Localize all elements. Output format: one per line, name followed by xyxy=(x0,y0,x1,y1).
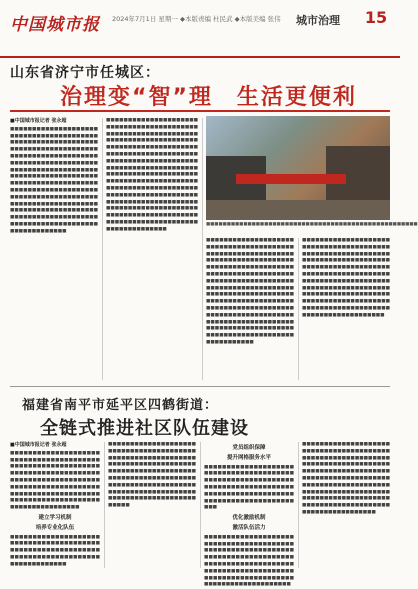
article2-text-6: ■■■■■■■■■■■■■■■■■■■■■■■■■■■■■■■■■■■■■■■■■■■■■■■■■■■■■■■■■■■■■■■■■■■■■■■■■■■■■■■■■■■■■■■■■■■■■■■■■■■■■■■■■■■■■■■■■■■■■■■■■■■■■■■■■■■■■■■■■■■■■■■■■■■■■■■■■■■■■■■■■■■■■■■■■■■■■■■■■■■■■■■■■■■■■■■■■■■■■■■■■■■■■■■■■■■■■■■■■ xyxy=(302,442,390,515)
article2-text-3: ■■■■■■■■■■■■■■■■■■■■■■■■■■■■■■■■■■■■■■■■■■■■■■■■■■■■■■■■■■■■■■■■■■■■■■■■■■■■■■■■■■■■■■■■■■■■■■■■■■■■■■■■■■■■■■■■■■■■■■■■■■■■■■■■■■■■■■■■■■■■■■■■■■■■■■■■■■■■■■■■■■■■■■■■■■■■■■■■■■■■■■■■■ xyxy=(108,442,196,509)
article2-subhead: 培养专业化队伍 xyxy=(35,524,75,531)
column-divider xyxy=(102,118,103,380)
article-separator xyxy=(10,386,390,387)
article1-text-3: ■■■■■■■■■■■■■■■■■■■■■■■■■■■■■■■■■■■■■■■■■■■■■■■■■■■■■■■■■■■■■■■■■■■■■■■■■■■■■■■■■■■■■■■■■■■■■■■■■■■■■■■■■■■■■■■■■■■■■■■■■■■■■■■■■■■■■■■■■■■■■■■■■■■■■■■■■■■■■■■■■■■■■■■■■■■■■■■■■■■■■■■■■■■■■■■■■■■■■■■■■■■■■■■■■■■■■■■■■■■■■■■■■■■■■■■■■■■■■■■■■■■■■■■■■■■■■■■■■■■■■■■■■■■■■■■■■■■■■■■■■■■■■■■■■■■■■■■■■■■■■■■■■■■■■■■ xyxy=(206,238,294,345)
article2-subhead: 建立学习机制 xyxy=(38,514,72,521)
article1-text-1: ■■■■■■■■■■■■■■■■■■■■■■■■■■■■■■■■■■■■■■■■■■■■■■■■■■■■■■■■■■■■■■■■■■■■■■■■■■■■■■■■■■■■■■■■■■■■■■■■■■■■■■■■■■■■■■■■■■■■■■■■■■■■■■■■■■■■■■■■■■■■■■■■■■■■■■■■■■■■■■■■■■■■■■■■■■■■■■■■■■■■■■■■■■■■■■■■■■■■■■■■■■■■■■■■■■■■■■■■■■■■■■■■■■■■■■■■■■■■■■■■■■■■■■■■■■■■■■■■■■■■■■■■■■■■■■■■■■■■■■■■■■■■■■■■■■■■■■■■■■■■■■■■■■■■■■■■■ xyxy=(10,126,98,234)
article1-column-1 xyxy=(10,118,98,380)
article2-column-4 xyxy=(302,442,390,568)
article1-column-2 xyxy=(106,118,198,380)
photo-crowd xyxy=(206,200,390,220)
article2-subhead: 党员组织保障 xyxy=(232,445,266,451)
column-divider xyxy=(202,118,203,380)
column-divider xyxy=(200,442,201,568)
article2-subhead: 提升网格服务水平 xyxy=(226,454,271,461)
section-label: 城市治理 xyxy=(296,14,340,27)
column-divider xyxy=(298,442,299,568)
article1-byline: ■中国城市报记者 张永超 xyxy=(10,118,67,124)
article2-headline: 全链式推进社区队伍建设 xyxy=(40,418,249,439)
article2-text-4: ■■■■■■■■■■■■■■■■■■■■■■■■■■■■■■■■■■■■■■■■■■■■■■■■■■■■■■■■■■■■■■■■■■■■■■■■■■■■■■■■■■■■■■■■■■■■■■■■■■■■■■■■■■■■■■■■■■■■■■■■■■■ xyxy=(204,464,294,511)
article2-text-2: ■■■■■■■■■■■■■■■■■■■■■■■■■■■■■■■■■■■■■■■■■■■■■■■■■■■■■■■■■■■■■■■■■■■■■■■■■■■■■■■■■■■■■■■■■■■■■ xyxy=(10,534,100,567)
article1-rule xyxy=(10,110,390,112)
article1-headline: 治理变“智”理 生活更便利 xyxy=(60,85,357,110)
photo-banner xyxy=(236,174,346,184)
article2-subhead: 激活队伍活力 xyxy=(232,524,266,531)
article1-photo xyxy=(206,116,390,220)
article1-kicker: 山东省济宁市任城区： xyxy=(10,65,160,81)
article2-text-1: ■■■■■■■■■■■■■■■■■■■■■■■■■■■■■■■■■■■■■■■■■■■■■■■■■■■■■■■■■■■■■■■■■■■■■■■■■■■■■■■■■■■■■■■■■■■■■■■■■■■■■■■■■■■■■■■■■■■■■■■■■■■■■■■■■■■■■■■■■■■■■■■■■■■■■■■■■■■■■■■■■■■■■■■■■■■■■■■■ xyxy=(10,450,100,511)
newspaper-logo: 中国城市报 xyxy=(10,15,100,35)
article2-text-5: ■■■■■■■■■■■■■■■■■■■■■■■■■■■■■■■■■■■■■■■■■■■■■■■■■■■■■■■■■■■■■■■■■■■■■■■■■■■■■■■■■■■■■■■■■■■■■■■■■■■■■■■■■■■■■■■■■■■■■■■■■■■■■■■■■■■■■■■■■■■■■■■■■■■■■■■■■■■■■■■■ xyxy=(204,534,294,588)
article2-column-1 xyxy=(10,442,100,568)
article1-text-2: ■■■■■■■■■■■■■■■■■■■■■■■■■■■■■■■■■■■■■■■■■■■■■■■■■■■■■■■■■■■■■■■■■■■■■■■■■■■■■■■■■■■■■■■■■■■■■■■■■■■■■■■■■■■■■■■■■■■■■■■■■■■■■■■■■■■■■■■■■■■■■■■■■■■■■■■■■■■■■■■■■■■■■■■■■■■■■■■■■■■■■■■■■■■■■■■■■■■■■■■■■■■■■■■■■■■■■■■■■■■■■■■■■■■■■■■■■■■■■■■■■■■■■■■■■■■■■■■■■■■■■■■■■■■■■■■■■■■■■■■■■■■■■■■■■■■■■■■■■■■■■■■■■■■■■■■■■■■■■■■■■■■■■■■■■■■■■■■■■■■■■■■■■■■■■■ xyxy=(106,118,198,232)
article1-text-4: ■■■■■■■■■■■■■■■■■■■■■■■■■■■■■■■■■■■■■■■■■■■■■■■■■■■■■■■■■■■■■■■■■■■■■■■■■■■■■■■■■■■■■■■■■■■■■■■■■■■■■■■■■■■■■■■■■■■■■■■■■■■■■■■■■■■■■■■■■■■■■■■■■■■■■■■■■■■■■■■■■■■■■■■■■■■■■■■■■■■■■■■■■■■■■■■■■■■■■■■■■■■■■■■■■■■■■■■■■■■■■■■■■■■■■■■■■■■■■■■ xyxy=(302,238,390,318)
article1-column-4 xyxy=(302,238,390,380)
article2-kicker: 福建省南平市延平区四鹤街道： xyxy=(22,398,219,413)
article2-byline: ■中国城市报记者 张永超 xyxy=(10,442,67,448)
page-number: 15 xyxy=(364,8,388,27)
article2-column-2 xyxy=(108,442,196,568)
dateline: 2024年7月1日 星期一 ◆本版责编 杜民武 ◆本版美编 张伟 xyxy=(112,15,281,23)
column-divider xyxy=(298,238,299,380)
article1-column-3 xyxy=(206,238,294,380)
masthead xyxy=(0,0,400,58)
column-divider xyxy=(104,442,105,568)
article1-photo-caption: ■■■■■■■■■■■■■■■■■■■■■■■■■■■■■■■■■■■■■■■■■■■■■■■■■■■ xyxy=(206,222,418,227)
article2-subhead: 优化激励机制 xyxy=(232,515,266,522)
article2-column-3 xyxy=(204,442,294,588)
